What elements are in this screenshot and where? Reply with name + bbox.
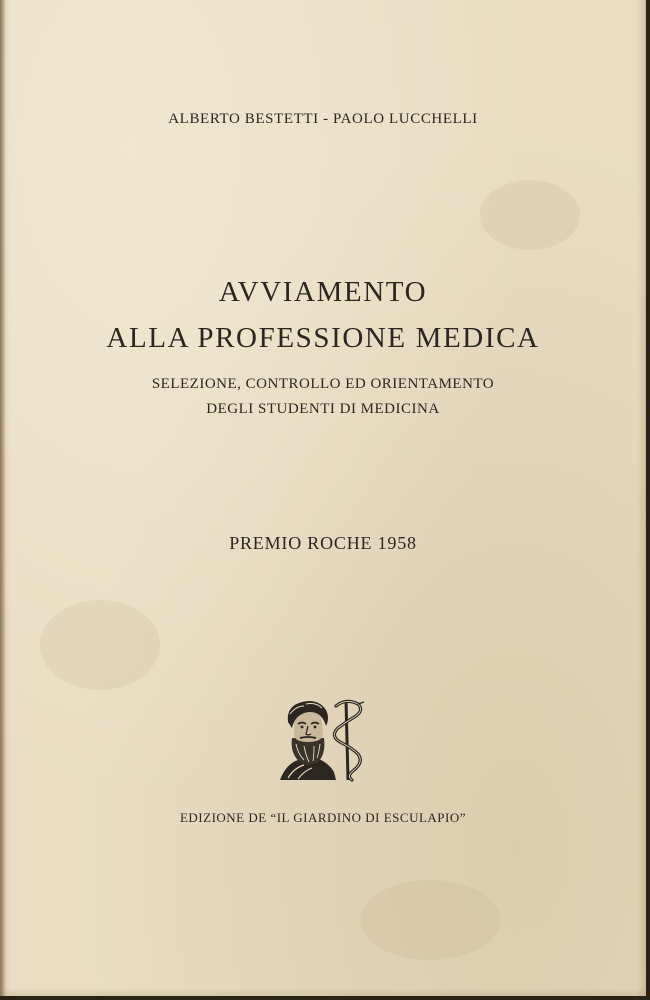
paper-stain [40,600,160,690]
authors-line: ALBERTO BESTETTI - PAOLO LUCCHELLI [168,111,478,127]
background-edge-bottom [0,996,650,1000]
prize-line: PREMIO ROCHE 1958 [229,533,417,553]
background-edge-right [646,0,650,1000]
paper-stain [480,180,580,250]
paper-stain [360,880,500,960]
edition-line: EDIZIONE DE “IL GIARDINO DI ESCULAPIO” [179,810,467,825]
title-line-1: AVVIAMENTO [218,276,428,308]
asclepius-emblem-icon [276,692,368,784]
subtitle-line-2: DEGLI STUDENTI DI MEDICINA [206,401,440,417]
spine-shadow [0,0,6,996]
subtitle-line-1: SELEZIONE, CONTROLLO ED ORIENTAMENTO [151,376,495,392]
title-line-2: ALLA PROFESSIONE MEDICA [106,322,540,354]
